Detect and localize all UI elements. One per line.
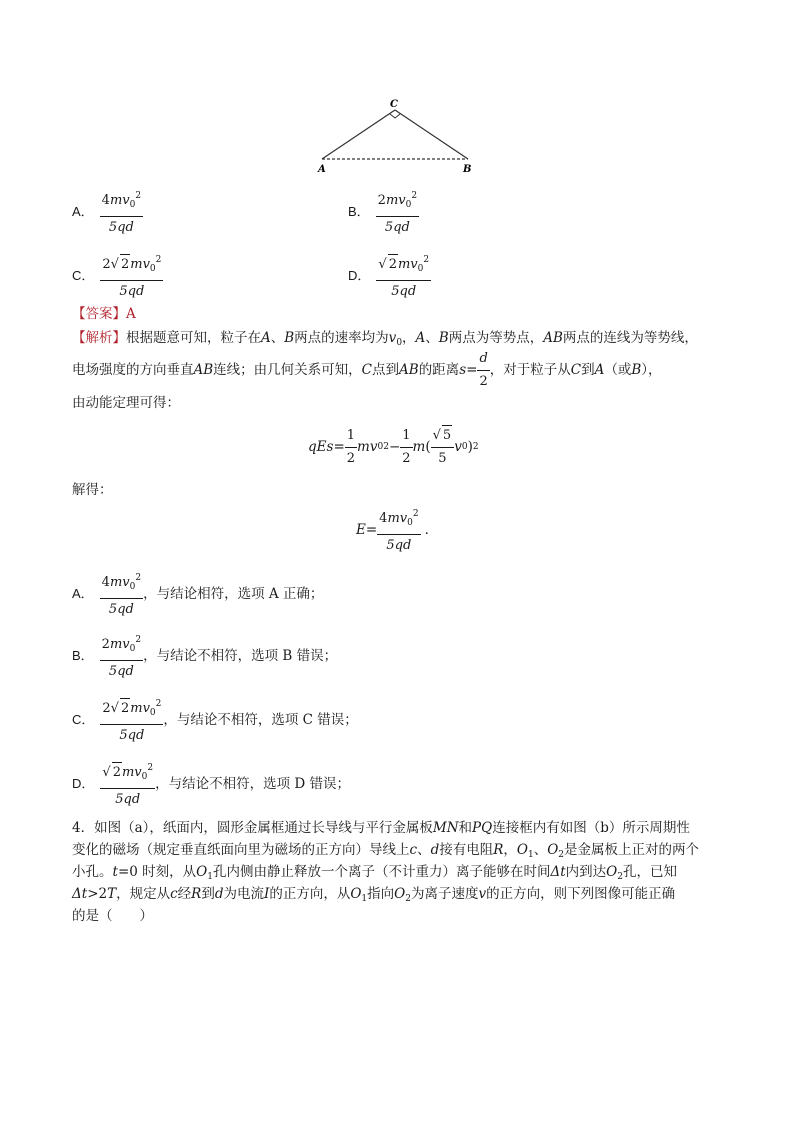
check-b: B． $\frac{2mv_0^2}{5qd}$ ，与结论不相符，选项 B 错误； bbox=[72, 636, 337, 676]
side-ac bbox=[322, 110, 395, 159]
check-a: A． $\frac{4mv_0^2}{5qd}$ ，与结论相符，选项 A 正确； bbox=[72, 574, 323, 614]
energy-equation: qEs = $\frac{1}{2}$ mv 0 2 − $\frac{1}{2}$ m ( $\frac{√ 5}{5}$ v 0 ) 2 bbox=[308, 424, 479, 470]
choice-b-fraction: $\frac{2mv_0^2}{5qd}$ bbox=[376, 186, 419, 238]
label-b: B bbox=[463, 164, 472, 175]
choice-b[interactable] bbox=[348, 191, 419, 235]
check-c: C． $\frac{2√ 2mv_0^2}{5qd}$ ，与结论不相符，选项 C 错误； bbox=[72, 700, 358, 740]
analysis-line-2: 电场强度的方向垂直 AB 连线；由几何关系可知， C 点到 AB 的距离 s = $\frac{d}{2}$ ，对于粒子从 C 到 A （或 B ）， bbox=[72, 350, 662, 390]
answer-line bbox=[72, 304, 136, 324]
question-4-line-2: 变化的磁场（规定垂直纸面向里为磁场的正方向）导线上c、d接有电阻R，$O_1$、$O_2$是金属板上正对的两个 bbox=[72, 842, 700, 860]
label-a: A bbox=[318, 164, 326, 175]
question-4-number: 4． bbox=[72, 820, 95, 836]
analysis-line-3: 由动能定理可得： bbox=[72, 395, 180, 411]
label-c: C bbox=[390, 99, 398, 110]
choice-b-label: B． bbox=[348, 204, 370, 219]
triangle-figure bbox=[310, 92, 485, 177]
distance-fraction: $\frac{d}{2}$ bbox=[479, 350, 488, 389]
result-equation: E = $\frac{4mv_0^2}{5qd}$ ． bbox=[356, 508, 438, 552]
question-4-line-3: 小孔。t=0 时刻，从$O_1$孔内侧由静止释放一个离子（不计重力）离子能够在时间Δt内到达$O_2$孔，已知 bbox=[72, 864, 677, 882]
analysis-line-1: 【解析】根据题意可知，粒子在A、B两点的速率均为$v_0$，A、B两点为等势点，AB两点的连线为等势线， bbox=[72, 330, 698, 348]
choice-d-fraction: $\frac{√ 2mv_0^2}{5qd}$ bbox=[376, 250, 431, 302]
choice-a[interactable] bbox=[72, 191, 143, 235]
question-4-line-5: 的是（ ） bbox=[72, 908, 153, 924]
choice-d[interactable] bbox=[348, 255, 431, 299]
answer-value: A bbox=[126, 306, 136, 322]
choice-c[interactable] bbox=[72, 255, 163, 299]
question-4-line-1: 4．如图（a），纸面内，圆形金属框通过长导线与平行金属板MN和PQ连接框内有如图（b）所示周期性 bbox=[72, 820, 690, 836]
check-d: D． $\frac{√ 2mv_0^2}{5qd}$ ，与结论不相符，选项 D 错误； bbox=[72, 764, 350, 804]
choice-a-fraction: $\frac{4mv_0^2}{5qd}$ bbox=[100, 186, 143, 238]
choice-a-label: A． bbox=[72, 204, 94, 219]
solve-label: 解得： bbox=[72, 482, 113, 498]
right-angle-mark bbox=[390, 114, 400, 118]
side-bc bbox=[395, 110, 468, 159]
choice-c-label: C． bbox=[72, 268, 95, 283]
question-4-line-4: Δt>2T，规定从c经R到d为电流I的正方向，从$O_1$指向$O_2$为离子速度v的正方向，则下列图像可能正确 bbox=[72, 886, 676, 904]
analysis-tag: 【解析】 bbox=[72, 330, 126, 346]
answer-tag: 【答案】 bbox=[72, 306, 126, 322]
choice-d-label: D． bbox=[348, 268, 371, 283]
choice-c-fraction: $\frac{2√ 2mv_0^2}{5qd}$ bbox=[100, 250, 163, 302]
